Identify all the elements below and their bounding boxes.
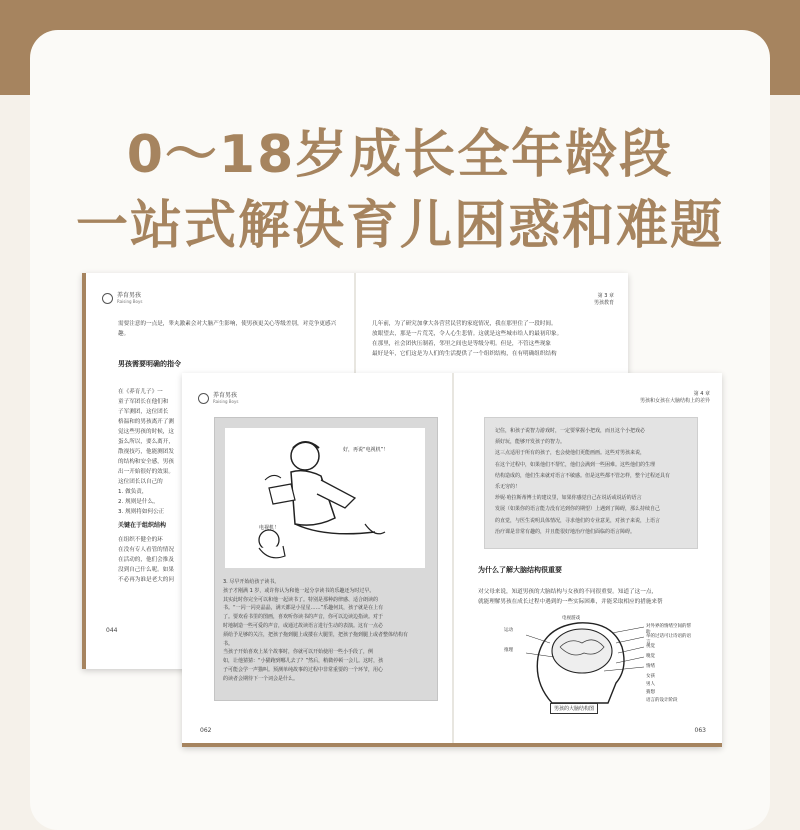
text-line: 时地制造一些可爱的声音，或通过故读语言进行生动的表演。这有一点必: [223, 622, 384, 629]
text-line: 须好玩，能够开发孩子的智力。: [495, 439, 566, 446]
chapter-title: 男孩教育: [593, 300, 614, 306]
text-line: 了。要欢看书里的图画，喜欢听你读书的声音，你可以边读边指读。对于: [223, 614, 384, 621]
text-line: 就能理解男孩在成长过程中遇到的一些实际困难，并能采取相应的措施来帮: [478, 599, 663, 605]
back-left-top-text: 需要注意的一点是，睾丸激素会对大脑产生影响，使男孩更关心等级差别，对竞争更感兴趣。: [118, 321, 337, 337]
front-spine: [452, 373, 454, 743]
text-line: 觉这些男孩的时候，这: [118, 429, 174, 435]
text-line: 在那里，社会团伙压制着，邻里之间也是等级分明。但是，不管这些现象: [372, 341, 552, 347]
back-left-page-number: 044: [106, 627, 118, 634]
logo-title: 养育男孩: [117, 292, 142, 299]
left-figure-box: [214, 417, 438, 701]
chapter-title: 男孩和女孩在大脑结构上的差异: [639, 398, 710, 404]
subsection-title: 关键在于组织结构: [118, 522, 167, 529]
father-reading-icon: [225, 428, 425, 568]
brain-diagram: [504, 613, 694, 713]
text-line: 最好是年，它们这是为人们的生活提供了一个组织结构，在有明确组织结构: [372, 351, 557, 357]
text-line: 在这个过程中，如果他们不帮忙，他们会满到一些困难。这些他们的生理: [495, 461, 656, 468]
brain-label-guess: 猜想: [646, 690, 655, 695]
text-line: 记住，和孩子说智力游戏时，一定要掌握小把戏，而且这个小把戏必: [495, 428, 646, 434]
brain-label-video-games: 电视游戏: [562, 616, 580, 621]
text-line: 当孩子开始喜欢上某个故事时，你就可以开始使用一些小手段了，例: [223, 649, 374, 656]
logo-subtitle: Raising Boys: [213, 399, 239, 404]
headline-line-2: 一站式解决育儿困惑和难题: [75, 196, 724, 256]
chapter-number: 第 4 章: [693, 391, 710, 397]
text-line: 散视技巧，他能测团发: [118, 449, 174, 455]
text-line: 这位团长以自己的: [118, 479, 163, 485]
tip-box-text: [495, 426, 689, 538]
text-line: 在组织不健全的环: [118, 537, 163, 543]
baby-label: 电视机！: [259, 525, 280, 531]
brain-label-design: 语言的设计阶段: [646, 698, 678, 703]
right-tip-box: [484, 417, 698, 549]
text-line: 放眼望去，那是一片荒芜，令人心生悲情。这就是这些城市给人的最初印象。: [372, 331, 563, 337]
brain-diagram-caption: 男孩的大脑结构图: [550, 703, 598, 714]
front-right-running-head: [640, 391, 710, 405]
speech-bubble: 好，再说“电视机”！: [343, 447, 389, 453]
front-left-page-number: 062: [200, 727, 212, 734]
text-line: 几年前，为了研究加拿大各营营民营的家庭情况，我在那里住了一段时间。: [372, 321, 557, 327]
text-line: 3. 尽早开始给孩子读书。: [223, 579, 280, 585]
text-line: 在活动的，他们会推及: [118, 557, 174, 563]
text-line: 书。: [223, 640, 234, 647]
back-right-text: [372, 319, 612, 359]
brain-label-vision: 视觉: [646, 644, 655, 649]
text-line: 子可能会学一声猫叫。预测单纯故事的过程中非常重要的一个环节，用心: [223, 666, 384, 673]
front-spread: [182, 373, 722, 747]
text-line: 如，让他猜猜：“小猫跑到哪儿去了？”然后，稍微停顿一会儿。这时，孩: [223, 658, 384, 665]
text-line: 蛋么所以，要么离开，: [118, 439, 174, 445]
text-line: 童子军团长在他们和: [118, 399, 169, 405]
logo-mark-icon: [102, 293, 113, 304]
text-line: 须给予足够的关注，把孩子拖到腿上或搂在大腿里，把孩子拖到腿上或者整体结构有: [223, 631, 409, 638]
logo-subtitle: Raising Boys: [117, 299, 143, 304]
brain-label-motion: 运动: [504, 628, 513, 633]
text-line: 没到自己什么呢。如果: [118, 567, 174, 573]
text-line: 结构造成的，他们生来就对语言不敏感。但是这些都不管怎样，整个过程还具有: [495, 472, 671, 479]
father-baby-illustration: [225, 428, 425, 568]
text-line: 在没有专人看管的情况: [118, 547, 174, 553]
brain-label-reasoning: 推理: [504, 648, 513, 653]
brain-label-outer-emotion: 对外界的情绪空间的帮助: [646, 624, 691, 635]
text-line: 发展（如果你的语言能力没有达到你的期望）上遇到了障碍，那么持续自己: [495, 506, 661, 513]
text-line: 对父母来说，知道男孩的大脑结构与女孩的不同很重要。知道了这一点，: [478, 589, 658, 595]
text-line: 出一开始很好的效果。: [118, 469, 174, 475]
text-line: 子军测团，这位团长: [118, 409, 169, 415]
text-line: 的读者会期待下一个词会是什么。: [223, 675, 299, 682]
left-figure-text: [223, 578, 429, 684]
text-line: 不必再为谁是老大的问: [118, 577, 174, 583]
brain-label-emotion: 情绪: [646, 664, 655, 669]
brain-label-smell: 嗅觉: [646, 654, 655, 659]
chapter-number: 第 3 章: [597, 293, 614, 299]
text-line: 书。“一闪一闪亮晶晶，满天都是小星星……”乐趣何其，孩子就是在上有: [223, 605, 384, 612]
text-line: 治疗课是非常有趣的，并且能很好地治疗他们面临的语言障碍。: [495, 528, 636, 535]
brain-label-girls: 女孩: [646, 674, 655, 679]
headline-line-1: 0～18岁成长全年龄段: [126, 125, 674, 185]
list-item: 2. 规则是什么，: [118, 499, 159, 505]
text-line: 其实此时你完全可以和他一起读书了。特别是那种韵律感、适合朗读的: [223, 596, 379, 603]
text-line: 在《养育儿子》一: [118, 389, 163, 395]
back-left-section-title: 男孩需要明确的指令: [118, 360, 181, 368]
brain-label-language: 举的过话可让诗语的语言: [646, 634, 691, 645]
text-line: 珍妮·哈拉斯蒂博士的建议里，如果你感觉自己在说话或说话的语言: [495, 495, 642, 502]
list-item: 3. 规则将如何公正: [118, 509, 165, 515]
text-line: 的结构和安全感，男孩: [118, 459, 174, 465]
text-line: 格温和的男孩离开了测: [118, 419, 174, 425]
text-line: 乐无穷的！: [495, 484, 521, 491]
text-line: 的直觉，与医生说明具体情况，寻求他们的专业意见，对孩子来说，上语言: [495, 517, 661, 524]
text-line: 这三点适用于所有的孩子，也会使他们更能画画。这些对男孩来说，: [495, 450, 646, 457]
logo-mark-icon: [198, 393, 209, 404]
back-left-logo: [102, 293, 142, 304]
right-section-title: 为什么了解大脑结构很重要: [478, 566, 562, 574]
text-line: 孩子才刚满 1 岁，或许你认为和他一起分享读书的乐趣还为时过早。: [223, 587, 375, 594]
right-body-text: [478, 587, 708, 607]
back-right-running-head: [594, 293, 614, 307]
logo-title: 养育男孩: [213, 392, 238, 399]
brain-label-men: 男人: [646, 682, 655, 687]
front-left-logo: [198, 393, 238, 404]
front-right-page-number: 063: [694, 727, 706, 734]
list-item: 1. 做负责，: [118, 489, 148, 495]
